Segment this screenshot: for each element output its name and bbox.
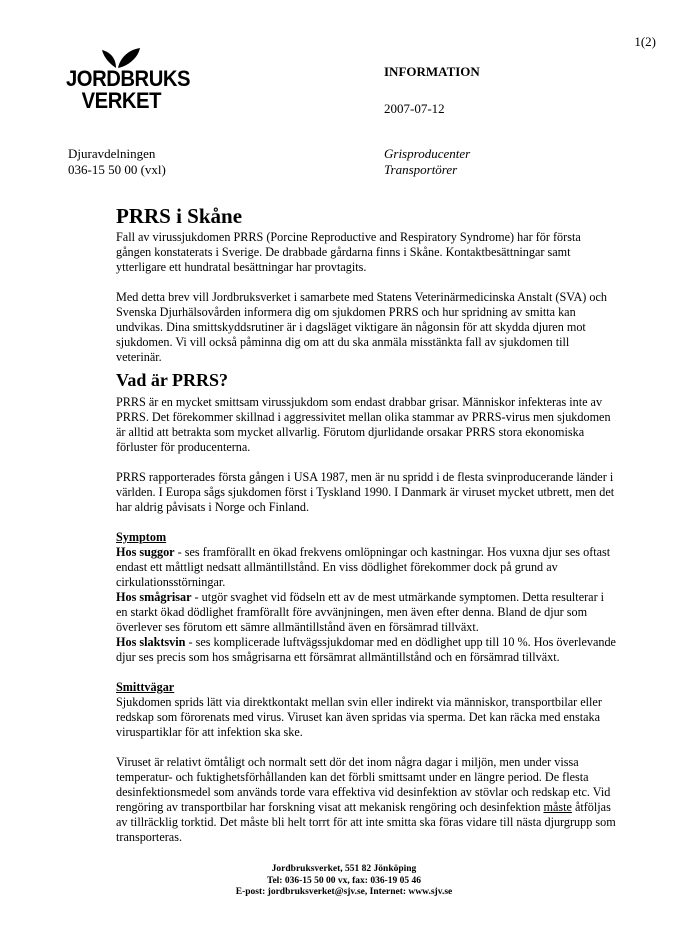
text-span: åtföljas av tillräcklig torktid. Det måste bli helt torrt för att inte smitta ska föras vidare till nästa djurgrupp som transporteras. <box>116 800 616 844</box>
recipient: Grisproducenter <box>384 146 471 161</box>
footer-phone: Tel: 036-15 50 00 vx, fax: 036-19 05 46 <box>266 875 421 886</box>
document-title: PRRS i Skåne <box>116 204 243 228</box>
sender-department <box>68 146 166 178</box>
symptom-item <box>116 635 616 665</box>
symptom-item <box>116 545 616 590</box>
symptom-label: Hos suggor <box>116 545 175 559</box>
jordbruksverket-logo <box>66 46 191 113</box>
body-paragraph: PRRS rapporterades första gången i USA 1987, men är nu spridd i de flesta svinproducerande länder i världen. I Europa sågs sjukdomen först i Tyskland 1990. I Danmark är viruset mycket utbrett, men det har aldrig påvisats i Norge och Finland. <box>116 470 615 514</box>
symptom-item <box>116 590 616 635</box>
symptom-label: Hos slaktsvin <box>116 635 186 649</box>
footer-contact: E-post: jordbruksverket@sjv.se, Internet: www.sjv.se <box>235 887 453 897</box>
body-paragraph: Sjukdomen sprids lätt via direktkontakt mellan svin eller indirekt via människor, transportbilar eller redskap som förorenats med virus. Viruset kan även spridas via sperma. Det kan räcka med enstaka viruspartiklar för att infektion ska ske. <box>116 695 602 739</box>
section-heading: Vad är PRRS? <box>116 370 229 390</box>
smittvagar-heading: Smittvägar <box>116 680 175 694</box>
logo-text-line2: VERKET <box>81 88 161 113</box>
page-number: 1(2) <box>634 34 656 49</box>
department-phone: 036-15 50 00 (vxl) <box>68 162 166 177</box>
symptom-text: - utgör svaghet vid födseln ett av de mest utmärkande symptomen. Detta resulterar i en starkt ökad dödlighet framförallt före avvänjningen, men även efter denna. Bland de djur som överlever ses förutom ett sämre allmäntillstånd även en försämrad tillväxt. <box>116 590 605 634</box>
symptom-heading: Symptom <box>116 530 167 544</box>
text-span: Viruset är relativt ömtåligt och normalt sett dör det inom några dagar i miljön, men under vissa temperatur- och fuktighetsförhållanden kan det förbli smittsamt under en längre period. De flesta desinfektionsmedel som används torde vara effektiva vid desinfektion av stövlar och redskap etc. Vid rengöring av transportbilar har forskning visat att mekanisk rengöring och desinfektion <box>116 755 611 814</box>
body-paragraph <box>116 755 616 845</box>
sprout-icon <box>66 46 176 68</box>
intro-paragraph: Med detta brev vill Jordbruksverket i samarbete med Statens Veterinärmedicinska Anstalt (SVA) och Svenska Djurhälsovården informera dig om sjukdomen PRRS och hur spridning av smitta kan undvikas. Dina smittskyddsrutiner är i dagsläget viktigare än någonsin för att skydda djuren mot sjukdomen. Vi vill också påminna dig om att du ska anmäla misstänkta fall av sjukdomen till veterinär. <box>116 290 607 364</box>
footer <box>0 864 688 899</box>
emphasis-text: måste <box>543 800 572 814</box>
department-name: Djuravdelningen <box>68 146 156 161</box>
recipients <box>384 146 470 178</box>
symptom-text: - ses framförallt en ökad frekvens omlöpningar och kastningar. Hos vuxna djur ses oftast endast ett måttligt nedsatt allmäntillstånd. En viss dödlighet förekommer dock på grund av cirkulationsstörningar. <box>116 545 611 589</box>
document-date: 2007-07-12 <box>384 101 445 116</box>
body-paragraph: PRRS är en mycket smittsam virussjukdom som endast drabbar grisar. Människor infekteras inte av PRRS. Det förekommer skillnad i aggressivitet mellan olika stammar av PRRS-virus men sjukdomen är alltid att betrakta som mycket allvarlig. Förutom djurlidande orsakar PRRS stora ekonomiska förluster för producenterna. <box>116 395 611 454</box>
symptom-label: Hos smågrisar <box>116 590 192 604</box>
intro-paragraph: Fall av virussjukdomen PRRS (Porcine Reproductive and Respiratory Syndrome) har för första gången konstaterats i Sverige. De drabbade gårdarna finns i Skåne. Kontaktbesättningar samt ytterligare ett hundratal besättningar har provtagits. <box>116 230 581 274</box>
recipient: Transportörer <box>384 162 458 177</box>
symptom-text: - ses komplicerade luftvägssjukdomar med en dödlighet upp till 10 %. Hos överlevande djur ses precis som hos smågrisarna ett försämrat allmäntillstånd och en försämrad tillväxt. <box>116 635 616 664</box>
footer-address: Jordbruksverket, 551 82 Jönköping <box>271 864 417 874</box>
logo-text-line1: JORDBRUKS <box>66 66 191 91</box>
document-body <box>116 204 616 860</box>
document-type: INFORMATION <box>384 64 480 79</box>
